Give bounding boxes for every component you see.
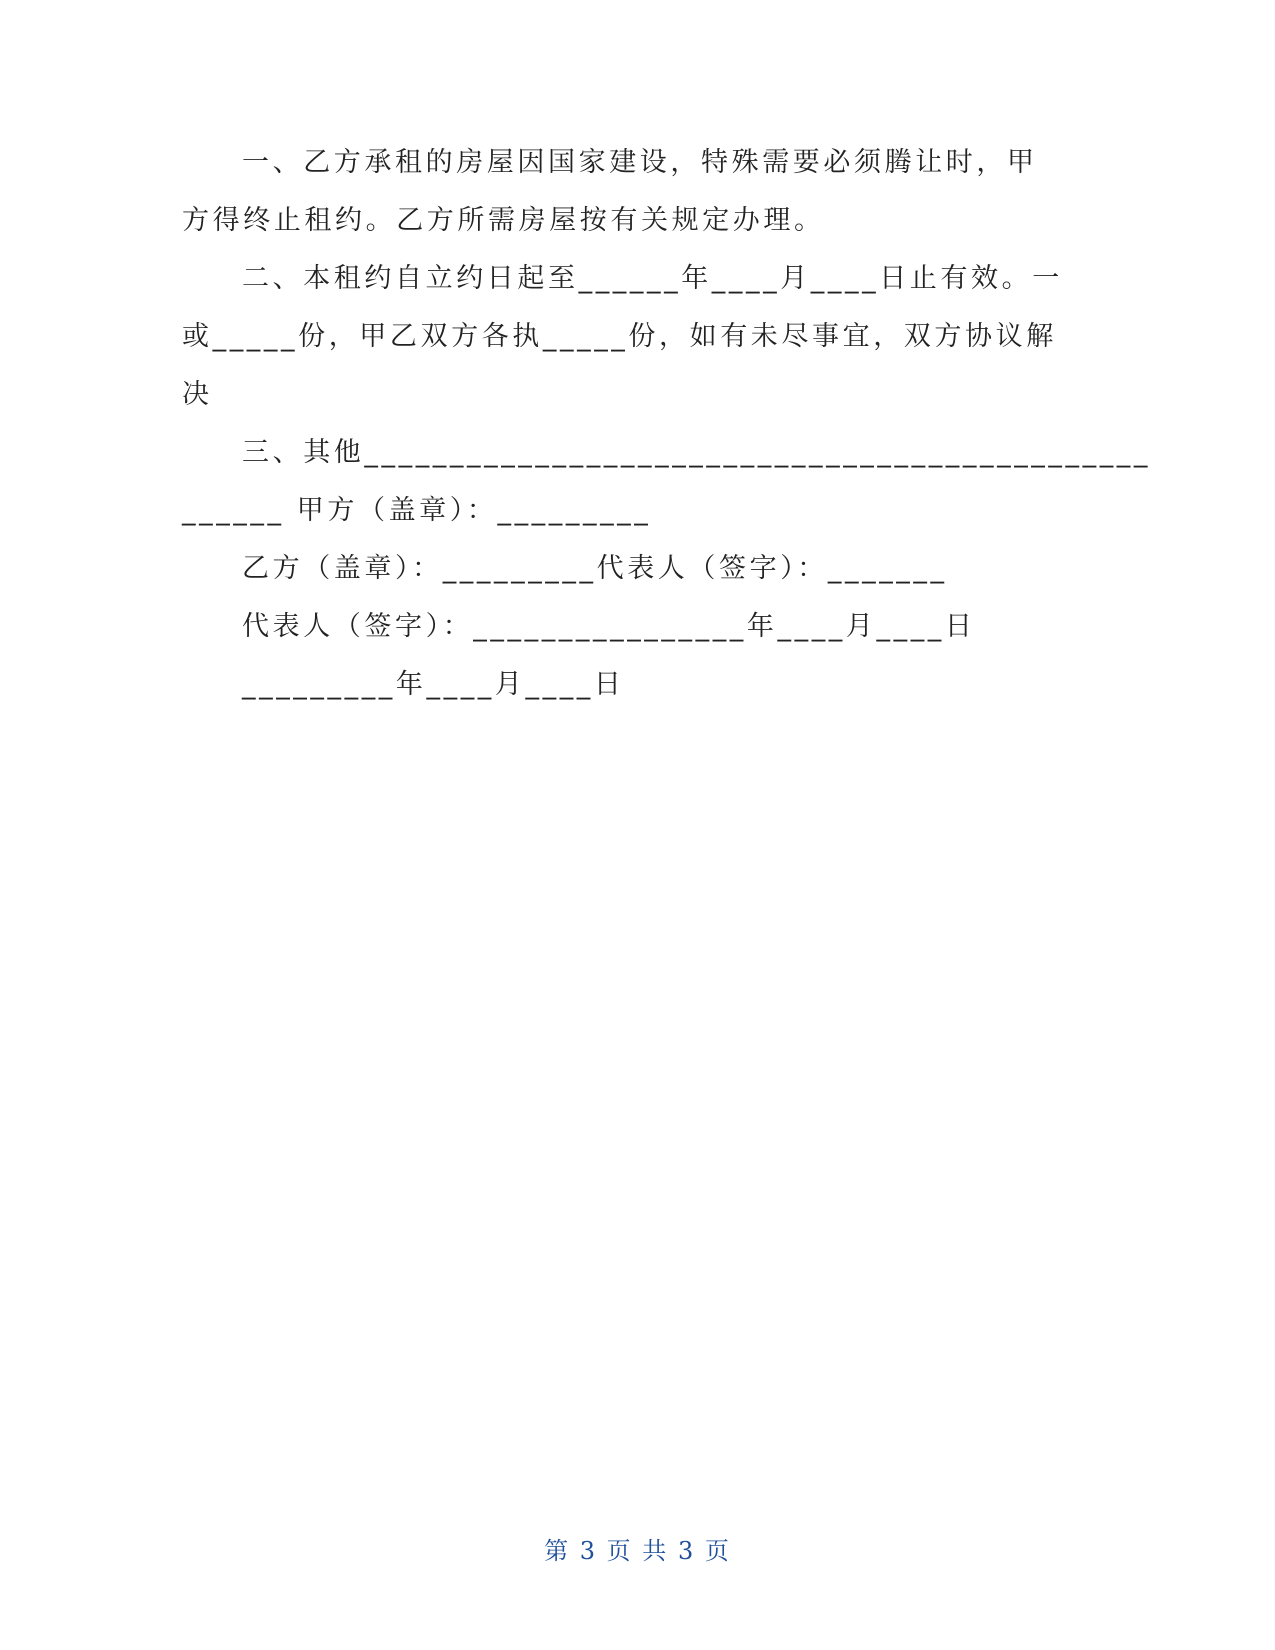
party-a-seal-line: ______ 甲方（盖章）：_________ (182, 495, 652, 526)
clause-1-line-2: 方得终止租约。乙方所需房屋按有关规定办理。 (182, 205, 825, 236)
clause-2-line-1: 二、本租约自立约日起至______年____月____日止有效。一 (242, 263, 1063, 294)
clause-1-line-1: 一、乙方承租的房屋因国家建设，特殊需要必须腾让时，甲 (242, 147, 1038, 178)
clause-2-line-3: 决 (182, 379, 213, 410)
party-b-seal-line: 乙方（盖章）：_________代表人（签字）：_______ (242, 553, 948, 584)
clause-2-line-2: 或_____份，甲乙双方各执_____份，如有未尽事宜，双方协议解 (182, 321, 1057, 352)
representative-signature-line: 代表人（签字）：________________年____月____日 (242, 611, 976, 642)
date-line: _________年____月____日 (242, 669, 625, 700)
page-number-footer: 第 3 页 共 3 页 (544, 1537, 731, 1565)
clause-3-line-1: 三、其他______________________________________________ (242, 437, 1151, 468)
